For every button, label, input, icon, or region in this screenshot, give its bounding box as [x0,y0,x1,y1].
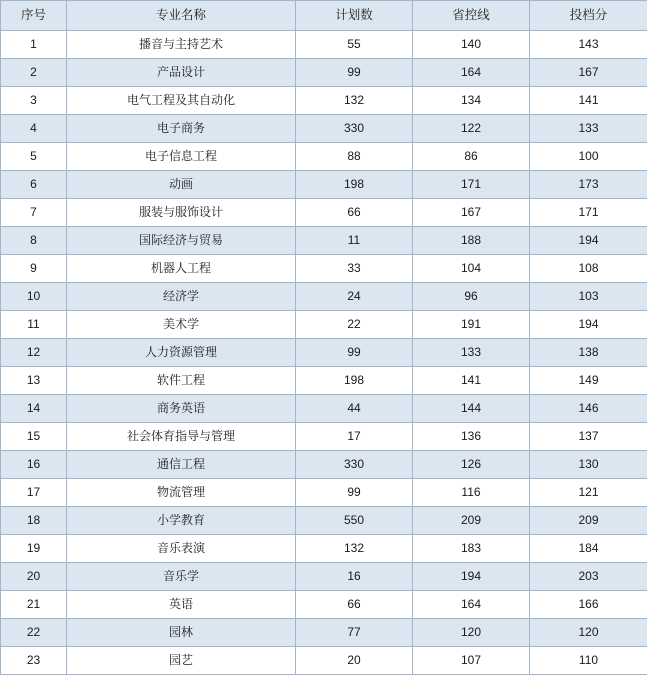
cell-provincial-line: 120 [413,619,530,647]
cell-provincial-line: 140 [413,31,530,59]
cell-provincial-line: 86 [413,143,530,171]
table-row [1,115,647,143]
cell-index: 21 [1,591,67,619]
cell-admission-score: 146 [530,395,647,423]
table-header [1,1,647,31]
column-header-major: 专业名称 [67,1,296,31]
cell-index: 9 [1,255,67,283]
cell-provincial-line: 107 [413,647,530,675]
cell-major: 软件工程 [67,367,296,395]
cell-admission-score: 209 [530,507,647,535]
cell-provincial-line: 167 [413,199,530,227]
cell-admission-score: 133 [530,115,647,143]
cell-admission-score: 171 [530,199,647,227]
cell-plan: 550 [296,507,413,535]
cell-index: 8 [1,227,67,255]
cell-plan: 66 [296,591,413,619]
cell-provincial-line: 122 [413,115,530,143]
cell-plan: 88 [296,143,413,171]
table-row [1,647,647,675]
cell-admission-score: 173 [530,171,647,199]
table-row [1,171,647,199]
cell-provincial-line: 104 [413,255,530,283]
cell-major: 英语 [67,591,296,619]
cell-index: 4 [1,115,67,143]
cell-plan: 20 [296,647,413,675]
cell-index: 6 [1,171,67,199]
cell-index: 19 [1,535,67,563]
cell-major: 商务英语 [67,395,296,423]
cell-index: 3 [1,87,67,115]
cell-index: 11 [1,311,67,339]
cell-index: 7 [1,199,67,227]
cell-major: 园艺 [67,647,296,675]
cell-index: 18 [1,507,67,535]
table-body [1,31,647,675]
cell-admission-score: 130 [530,451,647,479]
cell-index: 10 [1,283,67,311]
column-header-plan: 计划数 [296,1,413,31]
cell-provincial-line: 191 [413,311,530,339]
cell-major: 美术学 [67,311,296,339]
cell-provincial-line: 116 [413,479,530,507]
cell-index: 14 [1,395,67,423]
cell-plan: 44 [296,395,413,423]
cell-major: 国际经济与贸易 [67,227,296,255]
cell-admission-score: 138 [530,339,647,367]
cell-major: 音乐学 [67,563,296,591]
cell-index: 13 [1,367,67,395]
cell-admission-score: 149 [530,367,647,395]
cell-major: 服装与服饰设计 [67,199,296,227]
table-row [1,479,647,507]
cell-admission-score: 167 [530,59,647,87]
table-row [1,591,647,619]
table-row [1,367,647,395]
cell-provincial-line: 141 [413,367,530,395]
cell-plan: 99 [296,339,413,367]
cell-provincial-line: 183 [413,535,530,563]
cell-index: 12 [1,339,67,367]
cell-plan: 66 [296,199,413,227]
table-header-row [1,1,647,31]
table-row [1,31,647,59]
cell-index: 20 [1,563,67,591]
cell-plan: 16 [296,563,413,591]
cell-provincial-line: 126 [413,451,530,479]
table-row [1,423,647,451]
cell-index: 2 [1,59,67,87]
cell-index: 17 [1,479,67,507]
cell-provincial-line: 144 [413,395,530,423]
cell-admission-score: 100 [530,143,647,171]
table-row [1,451,647,479]
cell-major: 人力资源管理 [67,339,296,367]
cell-admission-score: 143 [530,31,647,59]
cell-admission-score: 120 [530,619,647,647]
table-row [1,507,647,535]
table-row [1,255,647,283]
cell-admission-score: 103 [530,283,647,311]
cell-admission-score: 194 [530,311,647,339]
cell-admission-score: 166 [530,591,647,619]
cell-admission-score: 121 [530,479,647,507]
cell-plan: 11 [296,227,413,255]
cell-major: 通信工程 [67,451,296,479]
cell-major: 播音与主持艺术 [67,31,296,59]
cell-admission-score: 194 [530,227,647,255]
column-header-admission-score: 投档分 [530,1,647,31]
column-header-provincial-line: 省控线 [413,1,530,31]
cell-major: 园林 [67,619,296,647]
cell-major: 电子商务 [67,115,296,143]
cell-index: 23 [1,647,67,675]
cell-plan: 330 [296,451,413,479]
table-row [1,339,647,367]
cell-plan: 55 [296,31,413,59]
table-row [1,199,647,227]
cell-admission-score: 137 [530,423,647,451]
table-row [1,619,647,647]
table-row [1,283,647,311]
cell-plan: 198 [296,171,413,199]
cell-major: 社会体育指导与管理 [67,423,296,451]
cell-plan: 17 [296,423,413,451]
cell-provincial-line: 209 [413,507,530,535]
cell-provincial-line: 164 [413,59,530,87]
table-row [1,227,647,255]
table-row [1,395,647,423]
table-row [1,143,647,171]
cell-admission-score: 203 [530,563,647,591]
cell-provincial-line: 188 [413,227,530,255]
cell-provincial-line: 171 [413,171,530,199]
cell-plan: 198 [296,367,413,395]
table-row [1,311,647,339]
cell-plan: 132 [296,535,413,563]
cell-plan: 132 [296,87,413,115]
cell-major: 小学教育 [67,507,296,535]
cell-plan: 99 [296,479,413,507]
column-header-index: 序号 [1,1,67,31]
cell-provincial-line: 133 [413,339,530,367]
cell-provincial-line: 136 [413,423,530,451]
cell-admission-score: 141 [530,87,647,115]
table-row [1,535,647,563]
table-row [1,87,647,115]
cell-admission-score: 108 [530,255,647,283]
cell-plan: 99 [296,59,413,87]
cell-major: 动画 [67,171,296,199]
cell-plan: 33 [296,255,413,283]
cell-provincial-line: 96 [413,283,530,311]
table-row [1,59,647,87]
cell-index: 22 [1,619,67,647]
cell-provincial-line: 194 [413,563,530,591]
cell-major: 机器人工程 [67,255,296,283]
cell-admission-score: 184 [530,535,647,563]
cell-admission-score: 110 [530,647,647,675]
cell-plan: 77 [296,619,413,647]
cell-major: 电气工程及其自动化 [67,87,296,115]
cell-plan: 330 [296,115,413,143]
cell-major: 产品设计 [67,59,296,87]
cell-index: 15 [1,423,67,451]
cell-index: 1 [1,31,67,59]
table-row [1,563,647,591]
cell-provincial-line: 134 [413,87,530,115]
cell-major: 音乐表演 [67,535,296,563]
cell-major: 电子信息工程 [67,143,296,171]
cell-provincial-line: 164 [413,591,530,619]
cell-major: 物流管理 [67,479,296,507]
cell-index: 16 [1,451,67,479]
cell-index: 5 [1,143,67,171]
cell-major: 经济学 [67,283,296,311]
cell-plan: 24 [296,283,413,311]
cell-plan: 22 [296,311,413,339]
